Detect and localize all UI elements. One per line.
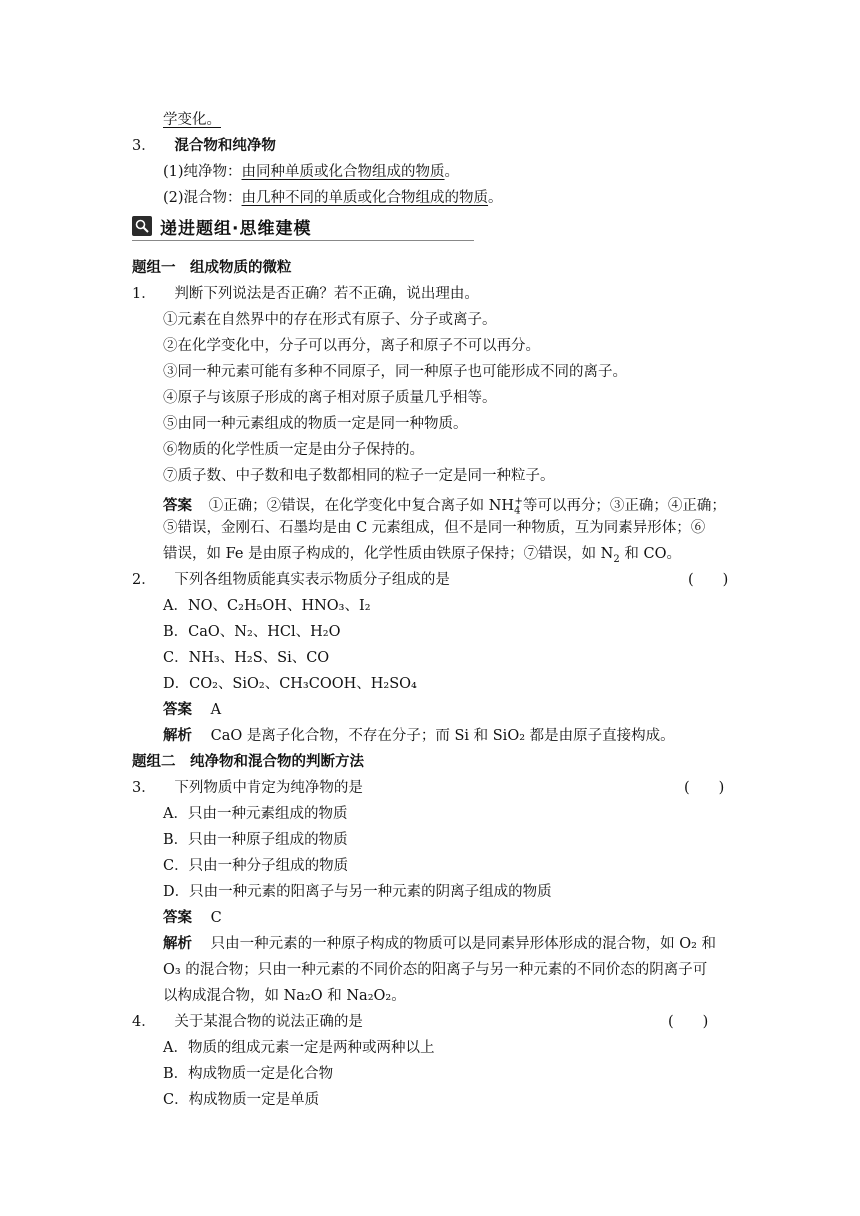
q1-item: ③同一种元素可能有多种不同原子，同一种原子也可能形成不同的离子。 xyxy=(163,364,627,380)
q2-answer-blank: ( ) xyxy=(688,572,729,588)
q1-item: ①元素在自然界中的存在形式有原子、分子或离子。 xyxy=(163,312,497,328)
pure-substance-def: (1)纯净物：由同种单质或化合物组成的物质。 xyxy=(163,164,460,180)
q3-option: C．只由一种分子组成的物质 xyxy=(163,858,349,874)
q2-option-d: D．CO₂、SiO₂、CH₃COOH、H₂SO₄ xyxy=(163,676,417,692)
q1-answer-cont: ⑤错误，金刚石、石墨均是由 C 元素组成，但不是同一种物质，互为同素异形体；⑥ xyxy=(163,520,706,536)
q1-item: ⑤由同一种元素组成的物质一定是同一种物质。 xyxy=(163,416,468,432)
q2-explanation: 解析 CaO 是离子化合物，不存在分子；而 Si 和 SiO₂ 都是由原子直接构成。 xyxy=(163,728,675,744)
q4-option: A．物质的组成元素一定是两种或两种以上 xyxy=(163,1040,435,1056)
q1-answer: 答案 ①正确；②错误，在化学变化中复合离子如 $NH_4^+$等可以再分；③正确；④正确； xyxy=(163,496,726,517)
q3-explanation-cont: 以构成混合物，如 Na₂O 和 Na₂O₂。 xyxy=(163,988,406,1004)
magnifier-icon xyxy=(132,216,152,236)
q1-item: ⑥物质的化学性质一定是由分子保持的。 xyxy=(163,442,424,458)
q4-answer-blank: ( ) xyxy=(668,1014,709,1030)
group2-title: 题组二 纯净物和混合物的判断方法 xyxy=(132,754,364,770)
banner-rule xyxy=(132,240,474,241)
q1-item: ④原子与该原子形成的离子相对原子质量几乎相等。 xyxy=(163,390,497,406)
q1-item: ⑦质子数、中子数和电子数都相同的粒子一定是同一种粒子。 xyxy=(163,468,555,484)
q2-option-a: A．NO、C₂H₅OH、HNO₃、I₂ xyxy=(163,598,371,614)
q1-item: ②在化学变化中，分子可以再分，离子和原子不可以再分。 xyxy=(163,338,540,354)
banner-title: 递进题组·思维建模 xyxy=(160,219,312,239)
q2-option-b: B．CaO、N₂、HCl、H₂O xyxy=(163,624,341,640)
q4-option: B．构成物质一定是化合物 xyxy=(163,1066,334,1082)
q3-option: D．只由一种元素的阳离子与另一种元素的阴离子组成的物质 xyxy=(163,884,552,900)
q3-explanation: 解析 只由一种元素的一种原子构成的物质可以是同素异形体形成的混合物，如 O₂ 和 xyxy=(163,936,717,952)
q1-stem: 1． 判断下列说法是否正确？若不正确，说出理由。 xyxy=(132,286,479,302)
section-3-heading: 3． 混合物和纯净物 xyxy=(132,138,276,154)
q4-option: C．构成物质一定是单质 xyxy=(163,1092,320,1108)
q3-answer-blank: ( ) xyxy=(684,780,725,796)
q1-answer-cont: 错误，如 Fe 是由原子构成的，化学性质由铁原子保持；⑦错误，如 $N_2$ 和 CO。 xyxy=(163,546,681,565)
q3-explanation-cont: O₃ 的混合物；只由一种元素的不同价态的阳离子与另一种元素的不同价态的阴离子可 xyxy=(163,962,708,978)
q3-option: A．只由一种元素组成的物质 xyxy=(163,806,348,822)
q3-option: B．只由一种原子组成的物质 xyxy=(163,832,348,848)
section-banner xyxy=(132,213,474,241)
continuation-text: 学变化。 xyxy=(163,112,221,128)
q4-stem: 4． 关于某混合物的说法正确的是 xyxy=(132,1014,363,1030)
q2-stem: 2． 下列各组物质能真实表示物质分子组成的是 xyxy=(132,572,450,588)
mixture-def: (2)混合物：由几种不同的单质或化合物组成的物质。 xyxy=(163,190,503,206)
group1-title: 题组一 组成物质的微粒 xyxy=(132,260,292,276)
q3-stem: 3． 下列物质中肯定为纯净物的是 xyxy=(132,780,363,796)
q2-option-c: C．NH₃、H₂S、Si、CO xyxy=(163,650,330,666)
q2-answer: 答案 A xyxy=(163,702,222,718)
q3-answer: 答案 C xyxy=(163,910,222,926)
